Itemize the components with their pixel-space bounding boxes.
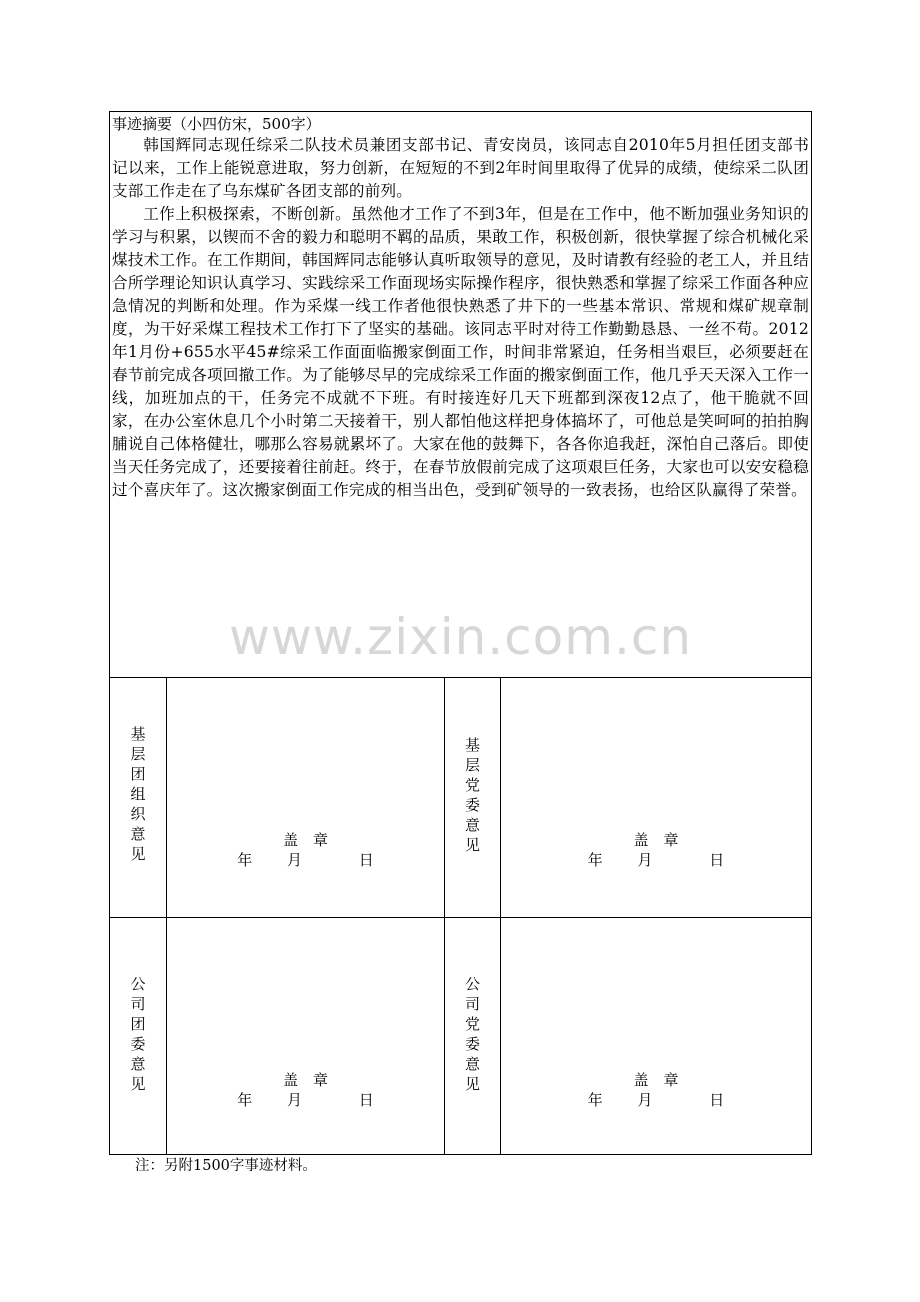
date-month: 月 (637, 1091, 653, 1109)
date-line (167, 850, 444, 870)
label-cell-grassroots-league (110, 678, 167, 918)
date-line (501, 1090, 811, 1110)
footnote: 注：另附1500字事迹材料。 (135, 1158, 317, 1174)
summary-title: 事迹摘要（小四仿宋，500字） (112, 115, 321, 133)
label-company-party: 公司党委意见 (465, 975, 481, 1093)
label-company-league: 公司团委意见 (130, 975, 146, 1093)
date-month: 月 (286, 851, 302, 869)
date-year: 年 (587, 851, 603, 869)
label-grassroots-league: 基层团组织意见 (130, 725, 146, 863)
label-cell-grassroots-party (445, 678, 501, 918)
date-day: 日 (358, 1091, 374, 1109)
date-line (167, 1090, 444, 1110)
summary-paragraph-2: 工作上积极探索，不断创新。虽然他才工作了不到3年，但是在工作中，他不断加强业务知识的学习与积累，以锲而不舍的毅力和聪明不羁的品质，果敢工作，积极创新，很快掌握了综合机械化采煤技术工作。在工作期间，韩国辉同志能够认真听取领导的意见，及时请教有经验的老工人，并且结合所学理论知识认真学习、实践综采工作面现场实际操作程序，很快熟悉和掌握了综采工作面各种应急情况的判断和处理。作为采煤一线工作者他很快熟悉了井下的一些基本常识、常规和煤矿规章制度，为干好采煤工程技术工作打下了坚实的基础。该同志平时对待工作勤勤恳恳、一丝不苟。2012年1月份+655水平45#综采工作面面临搬家倒面工作，时间非常紧迫，任务相当艰巨，必须要赶在春节前完成各项回撤工作。为了能够尽早的完成综采工作面的搬家倒面工作，他几乎天天深入工作一线，加班加点的干，任务完不成就不下班。有时接连好几天下班都到深夜12点了，他干脆就不回家，在办公室休息几个小时第二天接着干，别人都怕他这样把身体搞坏了，可他总是笑呵呵的拍拍胸脯说自己体格健壮，哪那么容易就累坏了。大家在他的鼓舞下，各各你追我赶，深怕自己落后。即使当天任务完成了，还要接着往前赶。终于，在春节放假前完成了这项艰巨任务，大家也可以安安稳稳过个喜庆年了。这次搬家倒面工作完成的相当出色，受到矿领导的一致表扬，也给区队赢得了荣誉。 (112, 205, 810, 499)
date-year: 年 (237, 851, 253, 869)
sign-area-grassroots-league[interactable] (167, 678, 445, 918)
date-line (501, 850, 811, 870)
sign-area-company-party[interactable] (501, 918, 812, 1155)
date-day: 日 (709, 1091, 725, 1109)
date-day: 日 (358, 851, 374, 869)
seal-text: 盖 章 (282, 1071, 328, 1089)
form-sheet (109, 111, 811, 1176)
date-year: 年 (587, 1091, 603, 1109)
date-day: 日 (709, 851, 725, 869)
seal-text: 盖 章 (633, 1071, 679, 1089)
seal-text: 盖 章 (633, 831, 679, 849)
sign-area-company-league[interactable] (167, 918, 445, 1155)
date-month: 月 (637, 851, 653, 869)
sign-area-grassroots-party[interactable] (501, 678, 812, 918)
award-form-table (109, 111, 812, 1155)
label-grassroots-party: 基层党委意见 (465, 736, 481, 854)
label-cell-company-party (445, 918, 501, 1155)
date-month: 月 (286, 1091, 302, 1109)
watermark: www.zixin.com.cn (228, 608, 693, 666)
label-cell-company-league (110, 918, 167, 1155)
date-year: 年 (237, 1091, 253, 1109)
seal-text: 盖 章 (282, 831, 328, 849)
summary-cell (110, 112, 812, 678)
summary-paragraph-1: 韩国辉同志现任综采二队技术员兼团支部书记、青安岗员，该同志自2010年5月担任团支部书记以来，工作上能锐意进取，努力创新，在短短的不到2年时间里取得了优异的成绩，使综采二队团支部工作走在了乌东煤矿各团支部的前列。 (112, 136, 810, 200)
